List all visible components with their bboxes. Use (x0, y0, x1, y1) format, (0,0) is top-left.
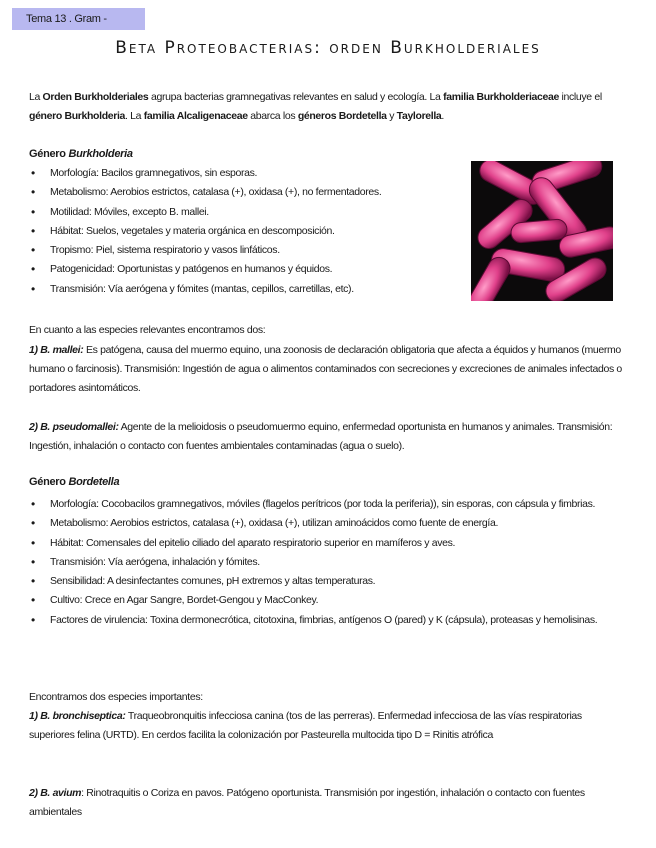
species-b-bronchiseptica: 1) B. bronchiseptica: Traqueobronquitis infecciosa canina (tos de las perreras). Enfermedad infecciosa de las vías respiratorias superiores felina (URTD). En cerdos facilita la colonización por Pasteurella multocida tipo D = Rinitis atrófica (29, 710, 582, 741)
list-item: • Metabolismo: Aerobios estrictos, catalasa (+), oxidasa (+), utilizan aminoácidos como fuente de energía. (29, 514, 629, 533)
bordetella-list (29, 495, 629, 630)
list-item: • Morfología: Cocobacilos gramnegativos, móviles (flagelos perítricos (por toda la periferia)), sin esporas, con cápsula y fimbrias. (29, 495, 629, 514)
list-item: • Factores de virulencia: Toxina dermonecrótica, citotoxina, fimbrias, antígenos O (pared) y K (cápsula), proteasas y hemolisinas. (29, 611, 629, 630)
section-heading-bordetella: Género Bordetella (29, 476, 120, 488)
list-item: • Hábitat: Comensales del epitelio ciliado del aparato respiratorio superior en mamíferos y aves. (29, 534, 629, 553)
bacteria-micrograph-icon (471, 161, 613, 301)
list-item: • Sensibilidad: A desinfectantes comunes, pH extremos y altas temperaturas. (29, 572, 629, 591)
intro-paragraph: La Orden Burkholderiales agrupa bacterias gramnegativas relevantes en salud y ecología. La familia Burkholderiaceae incluye el género Burkholderia. La familia Alcaligenaceae abarca los géneros Bordetella y Taylorella. (29, 91, 602, 122)
species-b-avium: 2) B. avium: Rinotraquitis o Coriza en pavos. Patógeno oportunista. Transmisión por ingestión, inhalación o contacto con fuentes ambientales (29, 787, 585, 818)
list-item: • Motilidad: Móviles, excepto B. mallei. (29, 203, 459, 222)
list-item: • Transmisión: Vía aerógena, inhalación y fómites. (29, 553, 629, 572)
burkholderia-list (29, 164, 459, 299)
list-item: • Metabolismo: Aerobios estrictos, catalasa (+), oxidasa (+), no fermentadores. (29, 183, 459, 202)
burkholderia-species-intro: En cuanto a las especies relevantes encontramos dos: (29, 324, 266, 336)
list-item: • Patogenicidad: Oportunistas y patógenos en humanos y équidos. (29, 260, 459, 279)
page-title: Beta Proteobacterias: orden Burkholderiales (115, 38, 541, 58)
section-heading-burkholderia: Género Burkholderia (29, 148, 133, 160)
species-b-pseudomallei: 2) B. pseudomallei: Agente de la melioidosis o pseudomuermo equino, enfermedad oportunista en humanos y animales. Transmisión: Ingestión, inhalación o contacto con fuentes ambientales contaminadas (agua o suelo). (29, 421, 613, 452)
bordetella-species-intro: Encontramos dos especies importantes: (29, 691, 203, 703)
topic-tag: Tema 13 . Gram - (12, 8, 145, 30)
species-b-mallei: 1) B. mallei: Es patógena, causa del muermo equino, una zoonosis de declaración obligatoria que afecta a équidos y humanos (muermo humano o farcinosis). Transmisión: Ingestión de agua o alimentos contaminados con secreciones y excreciones de animales infectados o portadores asintomáticos. (29, 344, 622, 394)
list-item: • Hábitat: Suelos, vegetales y materia orgánica en descomposición. (29, 222, 459, 241)
list-item: • Tropismo: Piel, sistema respiratorio y vasos linfáticos. (29, 241, 459, 260)
list-item: • Morfología: Bacilos gramnegativos, sin esporas. (29, 164, 459, 183)
list-item: • Transmisión: Vía aerógena y fómites (mantas, cepillos, carretillas, etc). (29, 280, 459, 299)
list-item: • Cultivo: Crece en Agar Sangre, Bordet-Gengou y MacConkey. (29, 591, 629, 610)
